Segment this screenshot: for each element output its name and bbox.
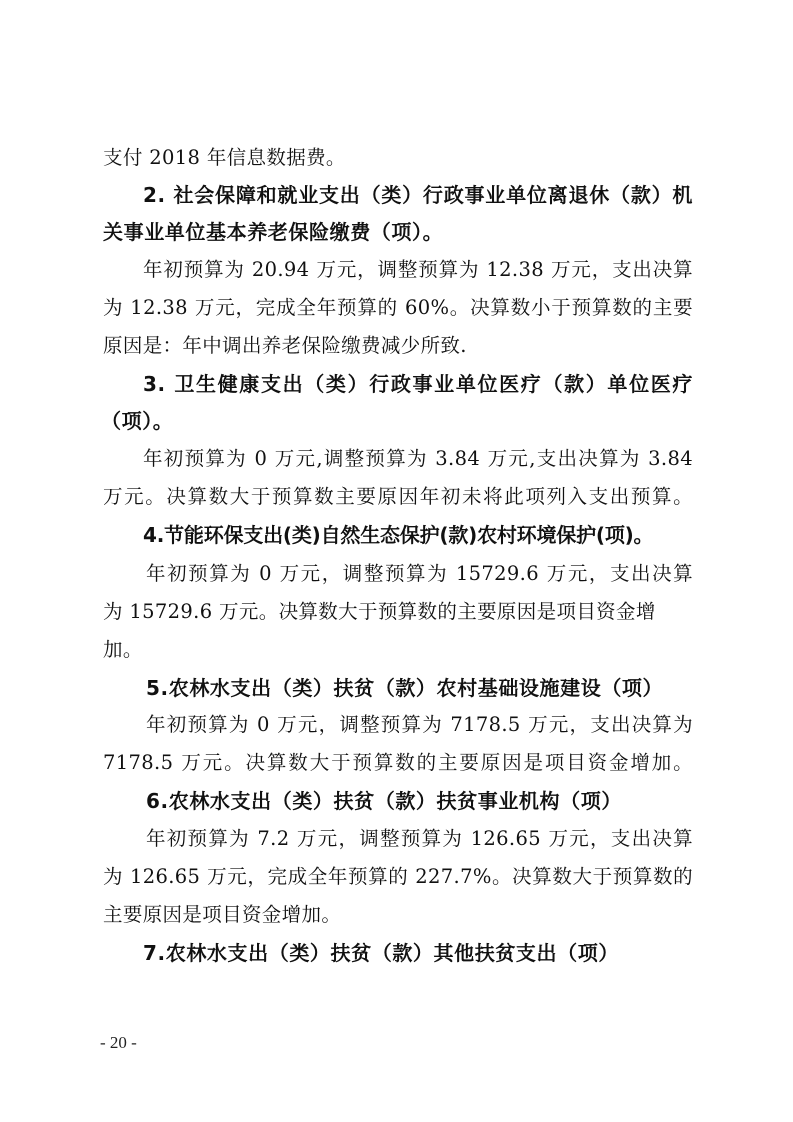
body-text-line: 年初预算为 0 万元,调整预算为 3.84 万元,支出决算为 3.84 xyxy=(143,447,693,470)
body-text-line: 为 12.38 万元，完成全年预算的 60%。决算数小于预算数的主要 xyxy=(103,296,693,319)
body-text-line: 原因是：年中调出养老保险缴费减少所致. xyxy=(103,334,467,357)
body-text-line: 7178.5 万元。决算数大于预算数的主要原因是项目资金增加。 xyxy=(103,751,693,774)
section-heading: 关事业单位基本养老保险缴费（项）。 xyxy=(103,220,444,244)
body-text-line: 加。 xyxy=(103,638,143,661)
body-text-line: 年初预算为 20.94 万元，调整预算为 12.38 万元，支出决算 xyxy=(143,258,693,281)
body-text-line: 支付 2018 年信息数据费。 xyxy=(103,146,346,169)
page-number: - 20 - xyxy=(100,1033,137,1052)
body-text-line: 万元。决算数大于预算数主要原因年初未将此项列入支出预算。 xyxy=(103,485,693,508)
body-text-line: 年初预算为 7.2 万元，调整预算为 126.65 万元，支出决算 xyxy=(146,827,693,850)
body-text-line: 主要原因是项目资金增加。 xyxy=(103,903,342,926)
section-heading: 2. 社会保障和就业支出（类）行政事业单位离退休（款）机 xyxy=(143,183,693,207)
body-text-line: 为 126.65 万元，完成全年预算的 227.7%。决算数大于预算数的 xyxy=(103,865,693,888)
section-heading: （项）。 xyxy=(101,409,174,433)
body-text-line: 年初预算为 0 万元，调整预算为 7178.5 万元，支出决算为 xyxy=(146,713,693,736)
section-heading: 6.农林水支出（类）扶贫（款）扶贫事业机构（项） xyxy=(146,789,622,813)
section-heading: 7.农林水支出（类）扶贫（款）其他扶贫支出（项） xyxy=(143,941,619,965)
body-text-line: 年初预算为 0 万元，调整预算为 15729.6 万元，支出决算 xyxy=(146,562,693,585)
section-heading: 4.节能环保支出(类)自然生态保护(款)农村环境保护(项)。 xyxy=(143,523,654,547)
body-text-line: 为 15729.6 万元。决算数大于预算数的主要原因是项目资金增 xyxy=(103,600,656,623)
section-heading: 3. 卫生健康支出（类）行政事业单位医疗（款）单位医疗 xyxy=(143,372,693,396)
section-heading: 5.农林水支出（类）扶贫（款）农村基础设施建设（项） xyxy=(146,676,664,700)
